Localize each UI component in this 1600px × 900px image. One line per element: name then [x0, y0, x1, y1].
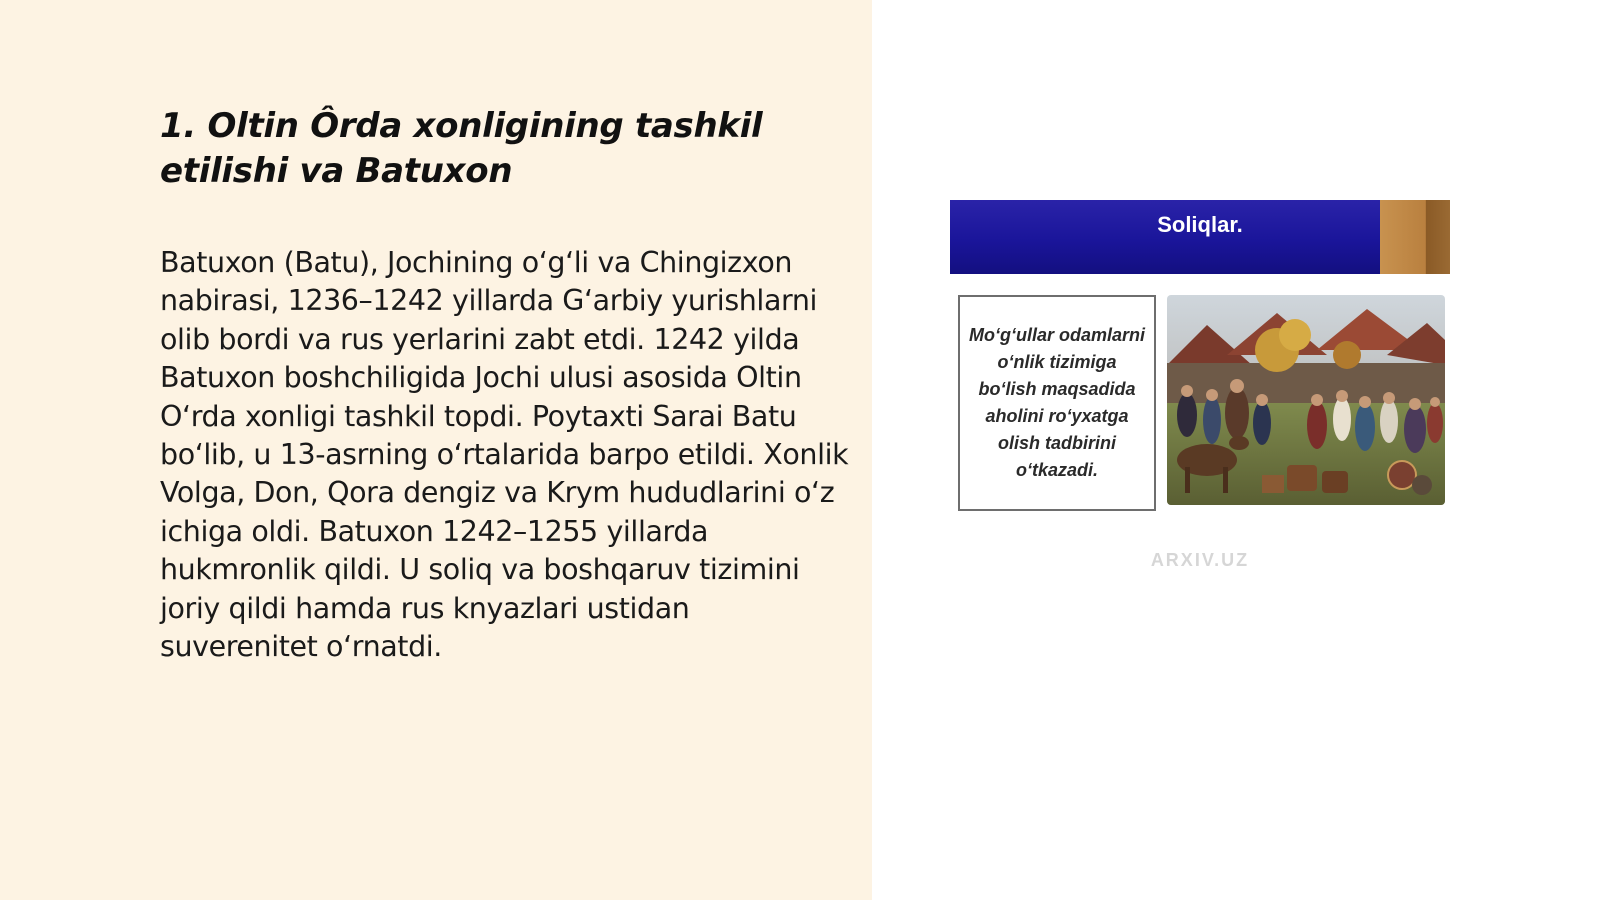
slide-body-text: Batuxon (Batu), Jochining o‘g‘li va Chingizxon nabirasi, 1236–1242 yillarda G‘arbiy yurishlarni olib bordi va rus yerlarini zabt etdi. 1242 yilda Batuxon boshchiligida Jochi ulusi asosida Oltin O‘rda xonligi tashkil topdi. Poytaxti Sarai Batu bo‘lib, u 13-asrning o‘rtalarida barpo etildi. Xonlik Volga, Don, Qora dengiz va Krym hududlarini o‘z ichiga oldi. Batuxon 1242–1255 yillarda hukmronlik qildi. U soliq va boshqaruv tizimini joriy qildi hamda rus knyazlari ustidan suverenitet o‘rnatdi.: [160, 246, 849, 664]
image-header-title: Soliqlar.: [1157, 212, 1243, 237]
image-caption-text: Mo‘g‘ullar odamlarni o‘nlik tizimiga bo‘lish maqsadida aholini ro‘yxatga olish tadbirini o‘tkazadi.: [968, 325, 1146, 480]
slide-title: 1. Oltin Ôrda xonligining tashkil etilishi va Batuxon: [160, 106, 763, 191]
illustration-image: [950, 200, 1450, 585]
image-caption-box: [958, 295, 1156, 511]
census-painting: [1167, 295, 1445, 505]
watermark-text: ARXIV.UZ: [1150, 550, 1250, 570]
